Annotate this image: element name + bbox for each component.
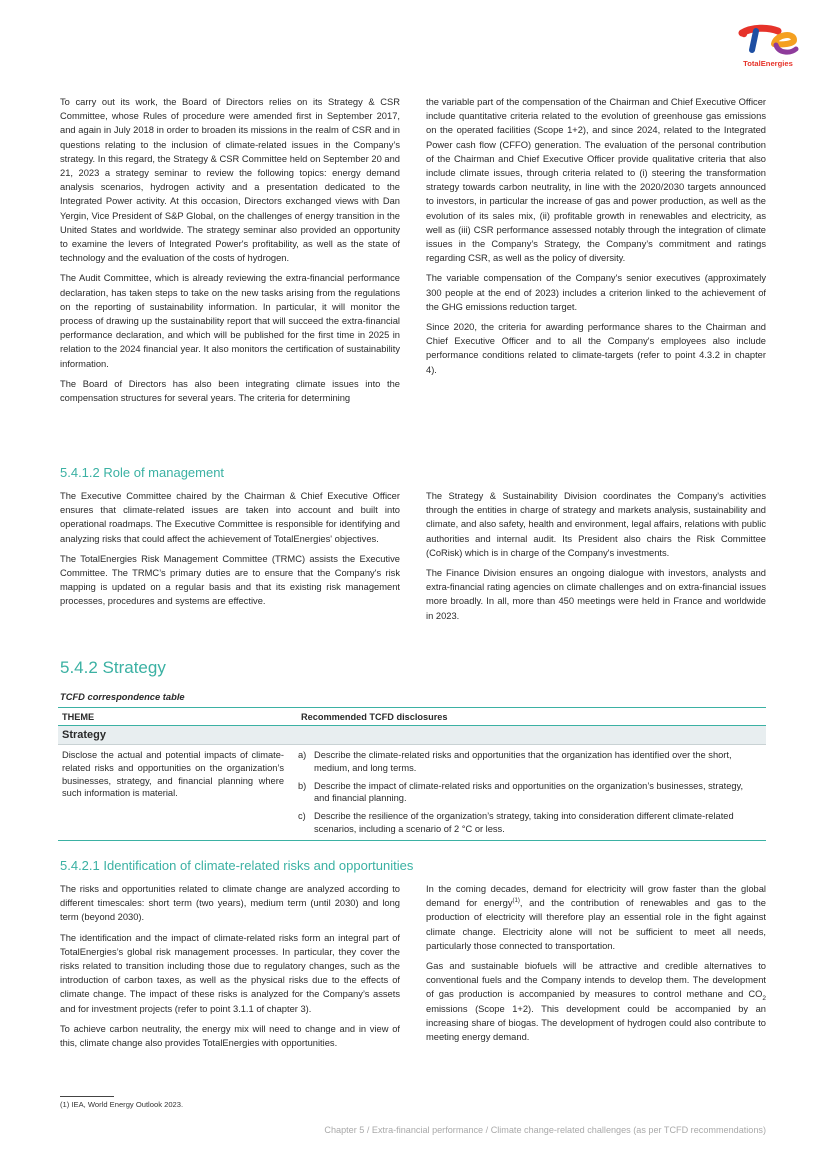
footnote: (1) IEA, World Energy Outlook 2023. (60, 1100, 184, 1109)
intro-right-column (426, 95, 766, 383)
subscript: 2 (762, 995, 766, 1003)
paragraph: The variable compensation of the Company's senior executives (approximately 300 people at the end of 2023) includes a criterion linked to the achievement of the GHG emissions reduction target. (426, 273, 766, 312)
column-header-disclosures: Recommended TCFD disclosures (301, 711, 448, 722)
paragraph: The Executive Committee chaired by the Chairman & Chief Executive Officer ensures that climate-related issues are taken into account and built into operational roadmaps. The Executive Committee is responsible for identifying and analyzing risks that could affect the achievement of TotalEnergies' objectives. (60, 491, 400, 544)
identification-right-column (426, 882, 766, 1050)
list-item-letter: b) (298, 780, 307, 791)
list-item-text: Describe the impact of climate-related risks and opportunities on the organization’s businesses, strategy, and financial planning. (314, 780, 744, 804)
paragraph: To carry out its work, the Board of Directors relies on its Strategy & CSR Committee, whose Rules of procedure were amended first in September 2017, and again in July 2018 in order to broaden its missions in the realm of CSR and in questions relating to the inclusion of climate-related issues in the Company’s strategy. In this regard, the Strategy & CSR Committee held on September 20 and 21, 2023 a strategy seminar to review the following topics: energy demand analysis scenarios, hydrogen activity and a presentation dedicated to the Integrated Power activity. At this occasion, Directors exchanged views with Dan Yergin, Vice President of S&P Global, on the challenges of energy transition in the United States and worldwide. The strategy seminar also provided an opportunity to examine the levers of Integrated Power's profitability, as well as the state of technology and the evaluation of the costs of hydrogen. (60, 97, 400, 264)
paragraph (426, 959, 766, 1044)
paragraph: The Audit Committee, which is already reviewing the extra-financial performance declaration, has taken steps to take on the new tasks arising from the regulations on the reporting of sustainability information. In particular, it will monitor the process of drawing up the sustainability report that will succeed the extra-financial performance declaration, and which will be published for the first time in 2025 in relation to the 2024 financial year. It also monitors the certification of sustainability information. (60, 273, 400, 369)
section-heading-identification: 5.4.2.1 Identification of climate-related risks and opportunities (60, 858, 414, 873)
text-span: emissions (Scope 1+2). This development could be accompanied by an increasing share of biogas. The development of hydrogen could also contribute to meeting energy demand. (426, 1003, 766, 1043)
list-item (298, 749, 766, 775)
paragraph: The Board of Directors has also been integrating climate issues into the compensation structures for several years. The criteria for determining (60, 378, 400, 404)
paragraph: The identification and the impact of climate-related risks form an integral part of TotalEnergies’s global risk management processes. In particular, they cover the risks related to transition including those due to regulatory changes, such as the introduction of carbon taxes, as well as the physical risks due to the effects of climate change. The impact of these risks is analyzed for the Company’s assets and for investment projects (refer to point 3.1.1 of chapter 3). (60, 932, 400, 1014)
list-item-letter: c) (298, 811, 306, 822)
paragraph: The Strategy & Sustainability Division coordinates the Company's activities through the entities in charge of strategy and markets analysis, sustainability and climate, and also safety, health and environment, legal affairs, relations with public authorities and internal audit. Its President also chairs the Risk Committee (CoRisk) which is in charge of the Company's investments. (426, 491, 766, 558)
theme-description: Disclose the actual and potential impacts of climate-related risks and opportunities on the organization’s businesses, strategy, and financial planning where such information is material. (62, 750, 284, 799)
text-span: Gas and sustainable biofuels will be attractive and credible alternatives to conventional fuels and the Company intends to develop them. The development of gas production is accompanied by measures to control methane and CO (426, 961, 766, 1000)
management-right-column (426, 489, 766, 629)
list-item-text: Describe the climate-related risks and opportunities that the organization has identified over the short, medium, and long terms. (314, 750, 732, 773)
section-heading-role-of-management: 5.4.1.2 Role of management (60, 465, 225, 480)
paragraph: The risks and opportunities related to climate change are analyzed according to different timescales: short term (two years), medium term (until 2030) and long term (beyond 2030). (60, 884, 400, 923)
paragraph (426, 882, 766, 953)
totalenergies-logo-icon (736, 24, 800, 58)
table-caption: TCFD correspondence table (60, 692, 185, 702)
paragraph: the variable part of the compensation of the Chairman and Chief Executive Officer include quantitative criteria related to the evolution of greenhouse gas emissions on the operated facilities (Scope 1+2), and since 2024, related to the Integrated Power cash flow (CFFO) generation. The evaluation of the personal contribution of the Chairman and Chief Executive Officer provide qualitative criteria that also include climate issues, through criteria related to (i) steering the transformation strategy towards carbon neutrality, in line with the 2020/2030 targets announced to investors, in particular the increase of gas and power production, as well as the evolution of its sales mix, (ii) profitable growth in renewables and electricity, as well as (iii) CSR performance assessed notably through the integration of climate issues in the Company’s Strategy, the Company’s commitment and ratings regarding CSR, as well as the policy of diversity. (426, 97, 766, 264)
paragraph: The TotalEnergies Risk Management Committee (TRMC) assists the Executive Committee. The TRMC’s primary duties are to ensure that the Company's risk mapping is updated on a regular basis and that its existing risk management processes, procedures and systems are effective. (60, 553, 400, 607)
text-span: , and the contribution of renewables and gas to the production of electricity will therefore play an essential role in the fight against climate change. Electricity alone will not be sufficient to meet all needs, particularly those connected to transportation. (426, 898, 766, 951)
identification-left-column (60, 882, 400, 1056)
paragraph: Since 2020, the criteria for awarding performance shares to the Chairman and Chief Executive Officer and to all the Company's employees also include performance conditions related to climate-targets (refer to point 4.3.2 in chapter 4). (426, 322, 766, 375)
list-item (298, 810, 766, 836)
text-span: In the coming decades, demand for electricity will grow faster than the global demand for energy (426, 884, 766, 909)
intro-left-column (60, 95, 400, 411)
list-item-letter: a) (298, 750, 307, 760)
disclosure-list (298, 749, 766, 836)
table-section-row: Strategy (58, 726, 766, 745)
list-item-text: Describe the resilience of the organization’s strategy, taking into consideration different climate-related scenarios, including a scenario of 2 °C or less. (314, 811, 734, 834)
paragraph: The Finance Division ensures an ongoing dialogue with investors, analysts and extra-financial rating agencies on climate challenges and on extra-financial issues more broadly. In all, more than 450 meetings were held in France and worldwide in 2023. (426, 568, 766, 621)
section-heading-strategy: 5.4.2 Strategy (60, 658, 166, 677)
footnote-divider (60, 1096, 114, 1097)
footnote-reference[interactable]: (1) (512, 898, 520, 905)
column-header-theme: THEME (62, 711, 95, 722)
paragraph: To achieve carbon neutrality, the energy mix will need to change and in view of this, climate change also provides TotalEnergies with opportunities. (60, 1023, 400, 1049)
table-row (58, 745, 766, 841)
page-footer: Chapter 5 / Extra-financial performance / Climate change-related challenges (as per TCFD recommendations) (324, 1125, 766, 1135)
tcfd-correspondence-table (58, 707, 766, 841)
table-header-row (58, 707, 766, 726)
list-item (298, 780, 766, 806)
management-left-column (60, 489, 400, 615)
brand-name: TotalEnergies (743, 59, 793, 68)
brand-logo (736, 24, 800, 70)
